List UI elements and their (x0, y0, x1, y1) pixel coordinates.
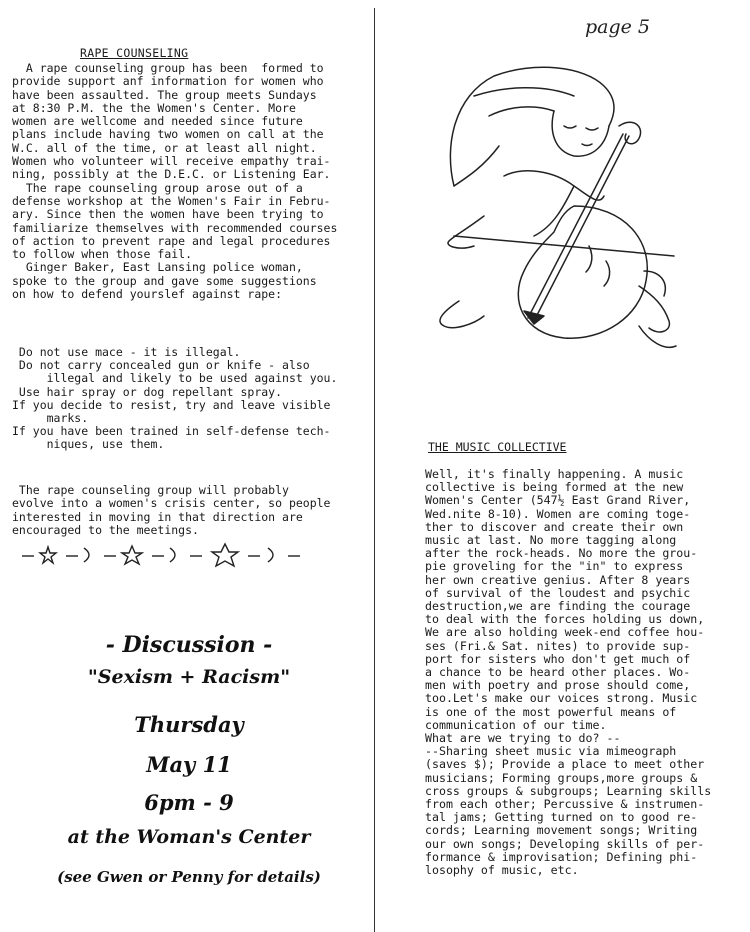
discussion-details: (see Gwen or Penny for details) (57, 868, 321, 886)
star-moon-ornament (20, 540, 340, 570)
discussion-heading: - Discussion - (105, 632, 273, 658)
column-divider (374, 8, 375, 932)
music-collective-body: Well, it's finally happening. A music collective is being formed at the new Women's Center (547½ East Grand River, Wed.nite 8-10). Women are coming toge- ther to discover and create their own music at last. No more tagging along after the rock-heads. No more the grou- pie groveling for the "in" to express her own creative genius. After 8 years of survival of the loudest and psychic destruction,we are finding the courage to deal with the forces holding us down, We are also holding week-end coffee hou- ses (Fri.& Sat. nites) to provide sup- port for sisters who don't get much of a chance to be heard other places. Wo- men with poetry and prose should come, too.Let's make our voices strong. Music is one of the most powerful means of communication of our time. What are we trying to do? -- --Sharing sheet music via mimeograph (saves $); Provide a place to meet other musicians; Forming groups,more groups & cross groups & subgroups; Learning skills from each other; Percussive & instrumen- tal jams; Getting turned on to good re- cords; Learning movement songs; Writing our own songs; Developing skills of per- formance & improvisation; Defining phi- losophy of music, etc. (425, 467, 712, 878)
discussion-time: 6pm - 9 (144, 790, 234, 815)
rape-counseling-body: A rape counseling group has been formed to provide support anf information for women who have been assaulted. The group meets Sundays at 8:30 P.M. the the Women's Center. More women are wellcome and needed since future plans include having two women on call at the W.C. all of the time, or at least all night. Women who volunteer will receive empathy trai- ning, possibly at the D.E.C. or Listening Ear. The rape counseling group arose out of a defense workshop at the Women's Fair in Febru- ary. Since then the women have been trying to familiarize themselves with recommended courses of action to prevent rape and legal procedures to follow when those fail. Ginger Baker, East Lansing police woman, spoke to the group and gave some suggestions on how to defend yourslef against rape: (12, 61, 338, 302)
page-number: page 5 (585, 16, 651, 38)
rape-counseling-title: RAPE COUNSELING (80, 46, 189, 60)
discussion-topic: "Sexism + Racism" (87, 666, 291, 688)
music-collective-title: THE MUSIC COLLECTIVE (428, 440, 567, 454)
rape-counseling-suggestions: Do not use mace - it is illegal. Do not carry concealed gun or knife - also illegal and likely to be used against you. Use hair spray or dog repellant spray. If you decide to resist, try and leave visible marks. If you have been trained in self-defense tech- niques, use them. (12, 345, 338, 452)
discussion-day: Thursday (134, 712, 244, 737)
discussion-date: May 11 (146, 752, 232, 777)
discussion-location: at the Woman's Center (67, 826, 311, 848)
cellist-illustration (414, 56, 684, 356)
rape-counseling-closing: The rape counseling group will probably evolve into a women's crisis center, so people interested in moving in that direction are encouraged to the meetings. (12, 483, 331, 537)
